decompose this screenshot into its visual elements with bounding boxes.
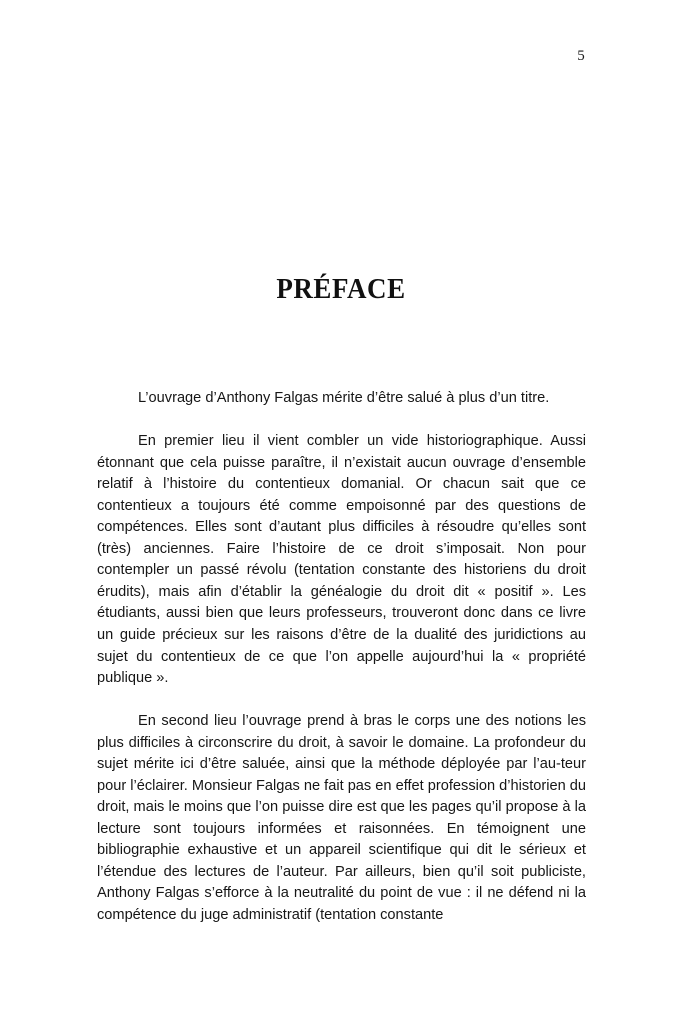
page-title: PRÉFACE: [276, 273, 406, 305]
paragraph-1: L’ouvrage d’Anthony Falgas mérite d’être salué à plus d’un titre.: [138, 390, 550, 406]
body-text-block: [97, 388, 586, 927]
paragraph-2: En premier lieu il vient combler un vide historiographique. Aussi étonnant que cela puisse paraître, il n’existait aucun ouvrage d’ensemble relatif à l’histoire du contentieux domanial. Or chacun sait que ce contentieux a toujours été comme empoisonné par des questions de compétences. Elles sont d’autant plus difficiles à résoudre qu’elles sont (très) anciennes. Faire l’histoire de ce droit s’imposait. Non pour contempler un passé révolu (tentation constante des historiens du droit érudits), mais afin d’établir la généalogie du droit dit « positif ». Les étudiants, aussi bien que leurs professeurs, trouveront donc dans ce livre un guide précieux sur les raisons d’être de la dualité des juridictions au sujet du contentieux de ce que l’on appelle aujourd’hui la « propriété publique ».: [97, 433, 586, 687]
paragraph-3: En second lieu l’ouvrage prend à bras le corps une des notions les plus difficiles à circonscrire du droit, à savoir le domaine. La profondeur du sujet mérite ici d’être saluée, ainsi que la méthode déployée par l’au-teur pour l’éclairer. Monsieur Falgas ne fait pas en effet profession d’historien du droit, mais le moins que l’on puisse dire est que les pages qu’il propose à la lecture sont toujours informées et raisonnées. En témoignent une bibliographie exhaustive et un appareil scientifique qui dit le sérieux et l’étendue des lectures de l’auteur. Par ailleurs, bien qu’il soit publiciste, Anthony Falgas s’efforce à la neutralité du point de vue : il ne défend ni la compétence du juge administratif (tentation constante: [97, 713, 586, 924]
page-number: 5: [577, 48, 585, 64]
